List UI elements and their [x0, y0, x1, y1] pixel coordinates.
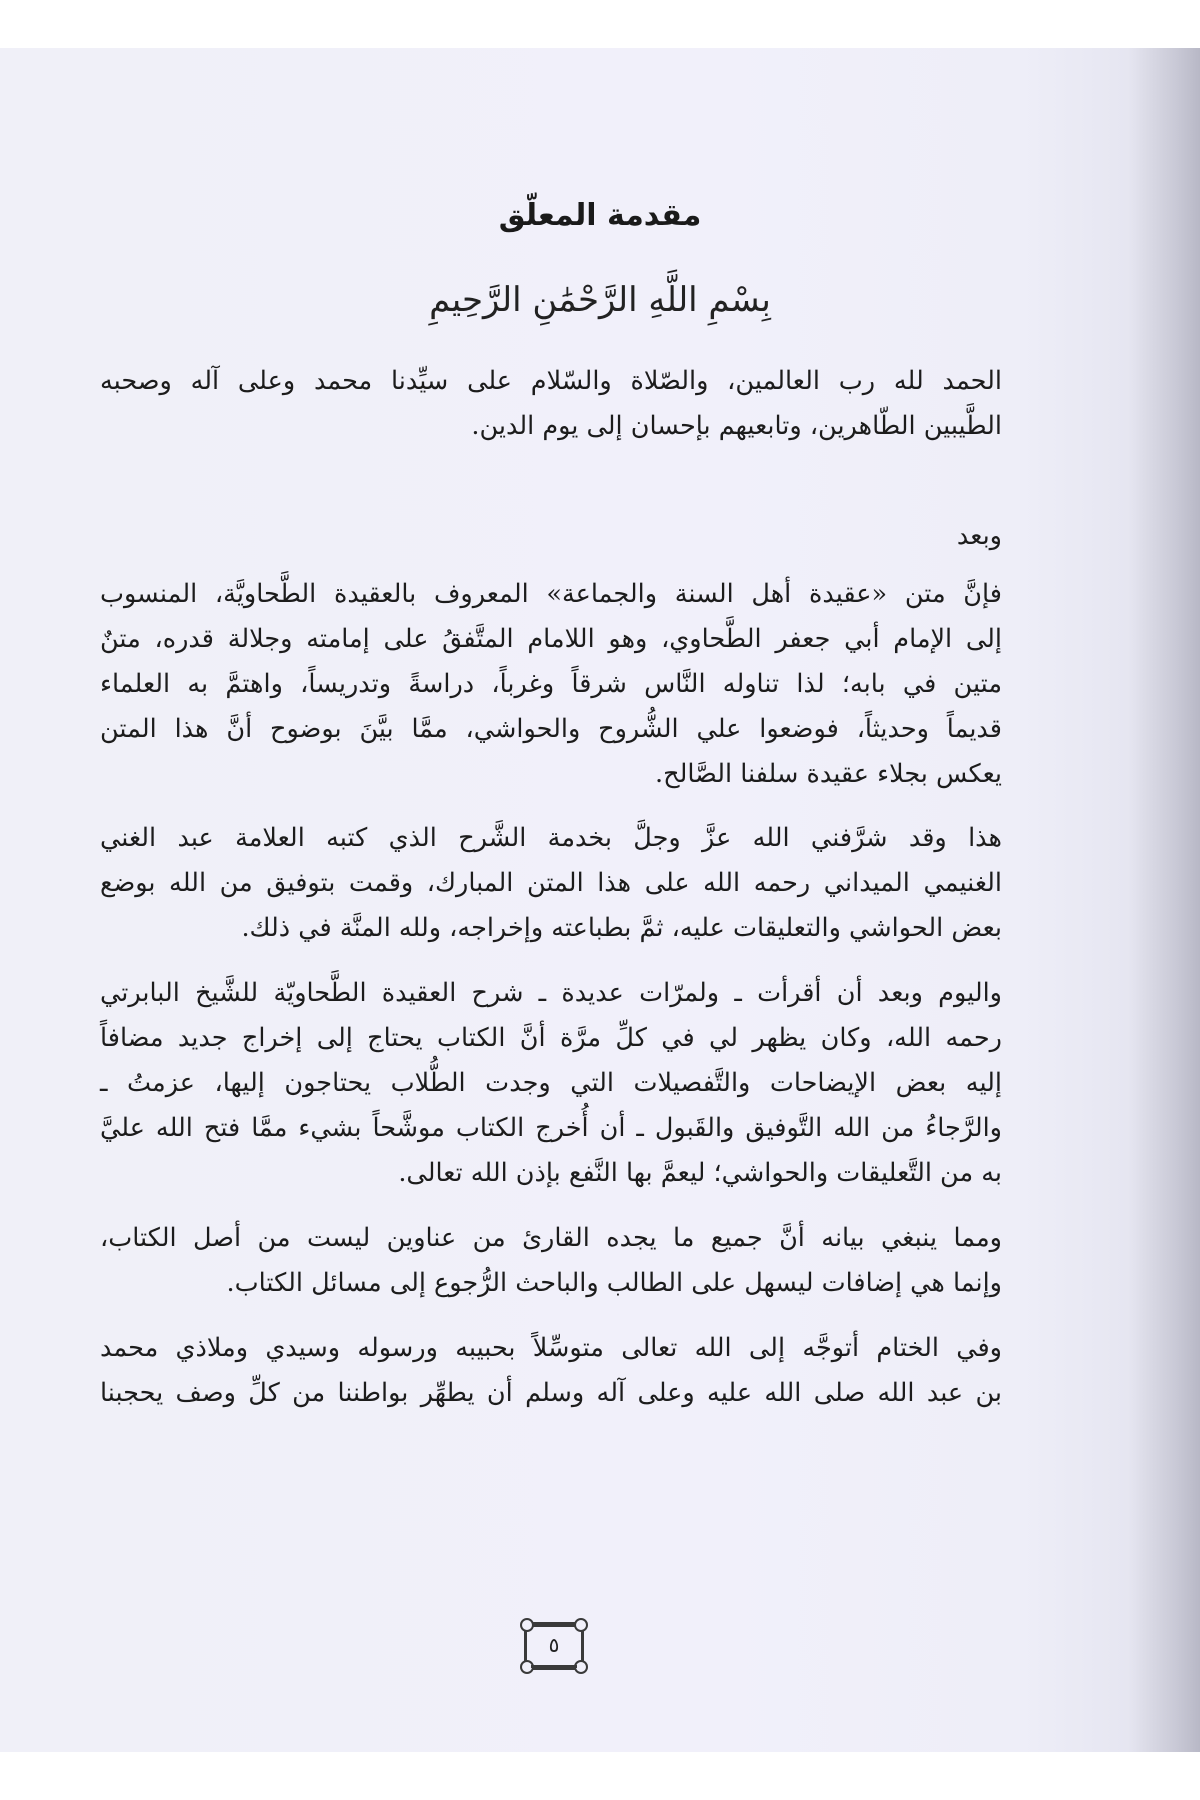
frame-corner-ornament-icon	[574, 1660, 588, 1674]
text-line: إليه بعض الإيضاحات والتَّفصيلات التي وجدت الطُّلاب يحتاجون إليها، عزمتُ ـ	[100, 1068, 1002, 1098]
frame-corner-ornament-icon	[574, 1618, 588, 1632]
text-line: وفي الختام أتوجَّه إلى الله تعالى متوسِّلاً بحبيبه ورسوله وسيدي وملاذي محمد	[100, 1333, 1002, 1363]
paragraph-wa-baad	[100, 514, 1002, 559]
text-line: هذا وقد شرَّفني الله عزَّ وجلَّ بخدمة الشَّرح الذي كتبه العلامة عبد الغني	[100, 823, 1002, 853]
frame-corner-ornament-icon	[520, 1618, 534, 1632]
text-line: متين في بابه؛ لذا تناوله النَّاس شرقاً وغرباً، دراسةً وتدريساً، واهتمَّ به العلماء	[100, 669, 1002, 699]
book-page	[0, 48, 1200, 1752]
paragraph-headings-note	[100, 1216, 1002, 1306]
text-line: يعكس بجلاء عقيدة سلفنا الصَّالح.	[655, 759, 1002, 789]
page-title: مقدمة المعلّق	[498, 198, 702, 233]
text-line: رحمه الله، وكان يظهر لي في كلِّ مرَّة أنَّ الكتاب يحتاج إلى إخراج جديد مضافاً	[100, 1023, 1002, 1053]
text-line: واليوم وبعد أن أقرأت ـ ولمرّات عديدة ـ شرح العقيدة الطَّحاويّة للشَّيخ البابرتي	[100, 978, 1002, 1008]
page-number: ٥	[548, 1633, 560, 1657]
paragraph-matn-intro	[100, 572, 1002, 797]
text-line: قديماً وحديثاً، فوضعوا علي الشُّروح والحواشي، ممَّا بيَّنَ بوضوح أنَّ هذا المتن	[100, 714, 1002, 744]
text-line: بن عبد الله صلى الله عليه وعلى آله وسلم أن يطهِّر بواطننا من كلِّ وصف يحجبنا	[100, 1378, 1002, 1408]
text-line: الطَّيبين الطّاهرين، وتابعيهم بإحسان إلى يوم الدين.	[471, 411, 1002, 441]
text-line: إلى الإمام أبي جعفر الطَّحاوي، وهو اللامام المتَّفقُ على إمامته وجلالة قدره، متنٌ	[100, 624, 1002, 654]
text-line: ومما ينبغي بيانه أنَّ جميع ما يجده القارئ من عناوين ليست من أصل الكتاب،	[100, 1223, 1002, 1253]
page-number-frame	[524, 1622, 584, 1670]
paragraph-closing	[100, 1326, 1002, 1416]
text-line: وإنما هي إضافات ليسهل على الطالب والباحث الرُّجوع إلى مسائل الكتاب.	[226, 1268, 1002, 1298]
paragraph-new-edition	[100, 971, 1002, 1196]
text-line: وبعد	[956, 521, 1002, 551]
text-line: الغنيمي الميداني رحمه الله على هذا المتن المبارك، وقمت بتوفيق من الله بوضع	[100, 868, 1002, 898]
text-line: به من التَّعليقات والحواشي؛ ليعمَّ بها النَّفع بإذن الله تعالى.	[398, 1158, 1002, 1188]
frame-corner-ornament-icon	[520, 1660, 534, 1674]
text-line: بعض الحواشي والتعليقات عليه، ثمَّ بطباعته وإخراجه، ولله المنَّة في ذلك.	[241, 913, 1002, 943]
basmala: بِسْمِ اللَّهِ الرَّحْمَٰنِ الرَّحِيمِ	[429, 280, 771, 320]
text-line: والرَّجاءُ من الله التَّوفيق والقَبول ـ أن أُخرج الكتاب موشَّحاً بشيء ممَّا فتح الله عليَّ	[100, 1113, 1002, 1143]
text-line: فإنَّ متن «عقيدة أهل السنة والجماعة» المعروف بالعقيدة الطَّحاويَّة، المنسوب	[100, 579, 1002, 609]
text-line: الحمد لله رب العالمين، والصّلاة والسّلام على سيِّدنا محمد وعلى آله وصحبه	[100, 366, 1002, 396]
paragraph-praise	[100, 359, 1002, 449]
paragraph-service	[100, 816, 1002, 951]
